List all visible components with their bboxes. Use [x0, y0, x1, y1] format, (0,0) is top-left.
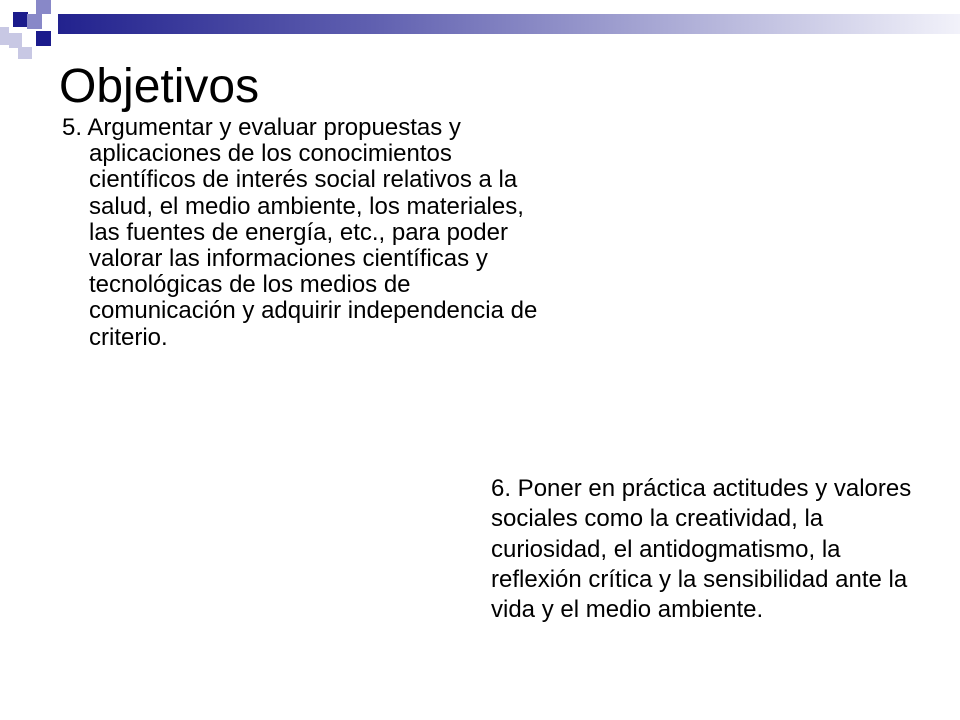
slide-title: Objetivos: [59, 60, 260, 113]
decorative-square-lavender: [18, 47, 32, 59]
decorative-square-periwinkle: [36, 0, 51, 14]
decorative-square-periwinkle: [27, 14, 42, 29]
decorative-square-navy: [13, 12, 28, 27]
objective-item-6: 6. Poner en práctica actitudes y valores sociales como la creatividad, la curiosidad, el antidogmatismo, la reflexión crítica y la sensibilidad ante la vida y el medio ambiente.: [491, 475, 912, 624]
header-gradient-bar: [58, 14, 960, 34]
decorative-square-navy: [36, 31, 51, 46]
decorative-square-lavender: [9, 33, 22, 48]
objective-item-5: 5. Argumentar y evaluar propuestas y aplicaciones de los conocimientos científicos de interés social relativos a la salud, el medio ambiente, los materiales, las fuentes de energía, etc., para poder valorar las informaciones científicas y tecnológicas de los medios de comunicación y adquirir independencia de criterio.: [62, 114, 538, 351]
decorative-square-lavender: [0, 27, 9, 45]
